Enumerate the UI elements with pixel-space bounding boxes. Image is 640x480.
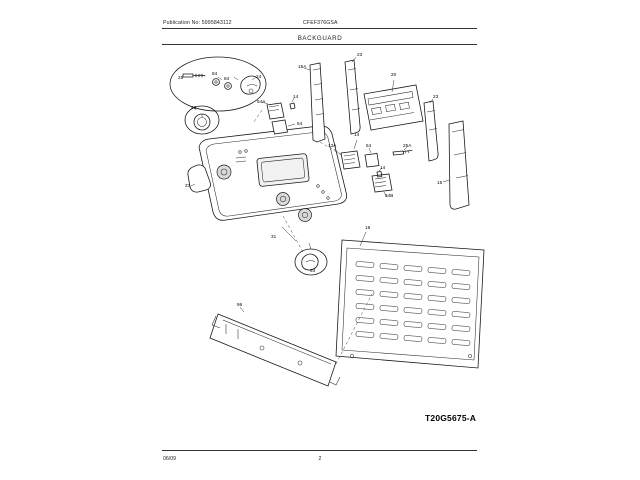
- callout-14-c: 14: [380, 165, 386, 170]
- callout-37: 37: [185, 183, 191, 188]
- callout-20: 20: [391, 72, 397, 77]
- callout-23-a: 23: [357, 52, 363, 57]
- callout-25A: 25A: [403, 143, 412, 148]
- model-number: CFEF376GSA: [303, 20, 338, 26]
- callout-54-a: 54: [297, 121, 303, 126]
- footer-page-number: 2: [318, 456, 322, 462]
- footer-date: 06/09: [163, 456, 176, 462]
- callout-54B: 54B: [385, 193, 394, 198]
- callout-31: 31: [271, 234, 277, 239]
- callout-84-b: 84: [224, 76, 230, 81]
- callout-19: 19: [365, 225, 371, 230]
- callout-24: 24: [256, 74, 262, 79]
- callout-84-a: 84: [212, 71, 218, 76]
- callout-63: 63: [310, 268, 316, 273]
- callout-54-b: 54: [366, 143, 372, 148]
- callout-15: 15: [437, 180, 443, 185]
- section-title: BACKGUARD: [297, 35, 343, 42]
- callout-15A: 15A: [298, 64, 307, 69]
- callout-25: 25: [178, 75, 184, 80]
- callout-14-b: 14: [354, 132, 360, 137]
- callout-54A: 54A: [257, 99, 266, 104]
- publication-number: Publication No: 5995843112: [163, 20, 232, 26]
- callout-23-b: 23: [433, 94, 439, 99]
- callout-14-a: 14: [293, 94, 299, 99]
- callout-96: 96: [237, 302, 243, 307]
- drawing-code: T20G5675-A: [425, 413, 477, 423]
- callout-13A: 13A: [328, 143, 337, 148]
- footer-divider: [162, 450, 477, 451]
- callout-46: 46: [191, 105, 197, 110]
